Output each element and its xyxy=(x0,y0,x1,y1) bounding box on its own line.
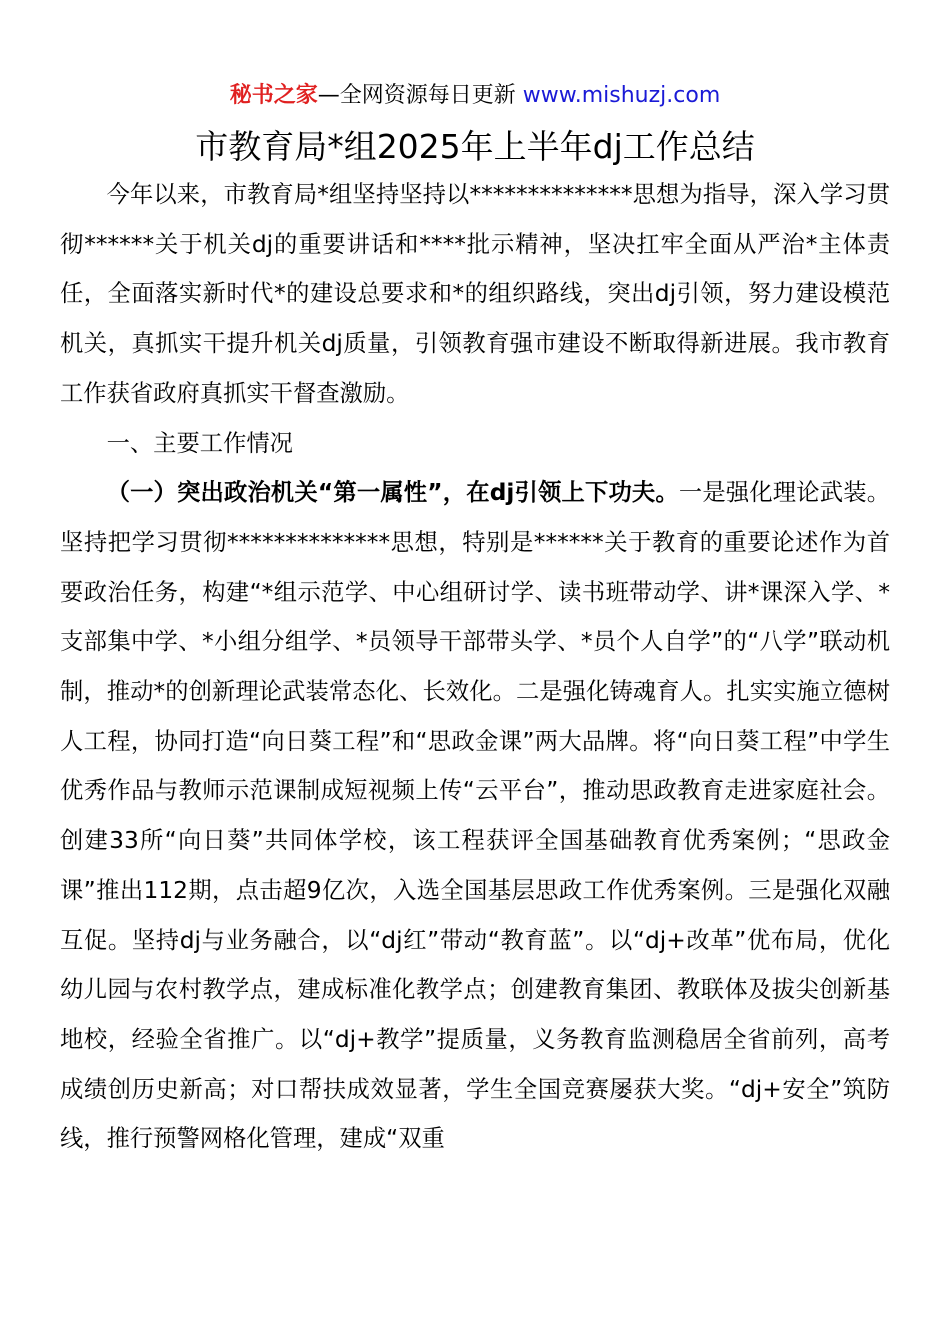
subsection-heading: （一）突出政治机关“第一属性”，在dj引领上下功夫。 xyxy=(106,479,679,507)
document-title: 市教育局*组2025年上半年dj工作总结 xyxy=(195,127,755,166)
banner-url-link[interactable]: www.mishuzj.com xyxy=(522,83,721,108)
subsection-body: 一是强化理论武装。坚持把学习贯彻**************思想，特别是******关于教育的重要论述作为首要政治任务，构建“*组示范学、中心组研讨学、读书班带动学、讲*课深入学、*支部集中学、*小组分组学、*员领导干部带头学、*员个人自学”的“八学”联动机制，推动*的创新理论武装常态化、长效化。二是强化铸魂育人。扎实实施立德树人工程，协同打造“向日葵工程”和“思政金课”两大品牌。将“向日葵工程”中学生优秀作品与教师示范课制成短视频上传“云平台”，推动思政教育走进家庭社会。创建33所“向日葵”共同体学校，该工程获评全国基础教育优秀案例；“思政金课”推出112期，点击超9亿次，入选全国基层思政工作优秀案例。三是强化双融互促。坚持dj与业务融合，以“dj红”带动“教育蓝”。以“dj+改革”优布局，优化幼儿园与农村教学点，建成标准化教学点；创建教育集团、教联体及拔尖创新基地校，经验全省推广。以“dj+教学”提质量，义务教育监测稳居全省前列，高考成绩创历史新高；对口帮扶成效显著，学生全国竞赛屡获大奖。“dj+安全”筑防线，推行预警网格化管理，建成“双重 xyxy=(60,479,890,1153)
subsection-paragraph xyxy=(60,468,890,1164)
site-banner xyxy=(0,80,950,112)
banner-tagline: —全网资源每日更新 xyxy=(317,83,516,108)
banner-brand: 秘书之家 xyxy=(229,83,318,108)
intro-paragraph: 今年以来，市教育局*组坚持坚持以**************思想为指导，深入学习贯彻******关于机关dj的重要讲话和****批示精神，坚决扛牢全面从严治*主体责任，全面落实新时代*的建设总要求和*的组织路线，突出dj引领，努力建设模范机关，真抓实干提升机关dj质量，引领教育强市建设不断取得新进展。我市教育工作获省政府真抓实干督查激励。 xyxy=(60,181,890,407)
document-body xyxy=(60,170,890,1164)
section-heading: 一、主要工作情况 xyxy=(106,429,293,457)
